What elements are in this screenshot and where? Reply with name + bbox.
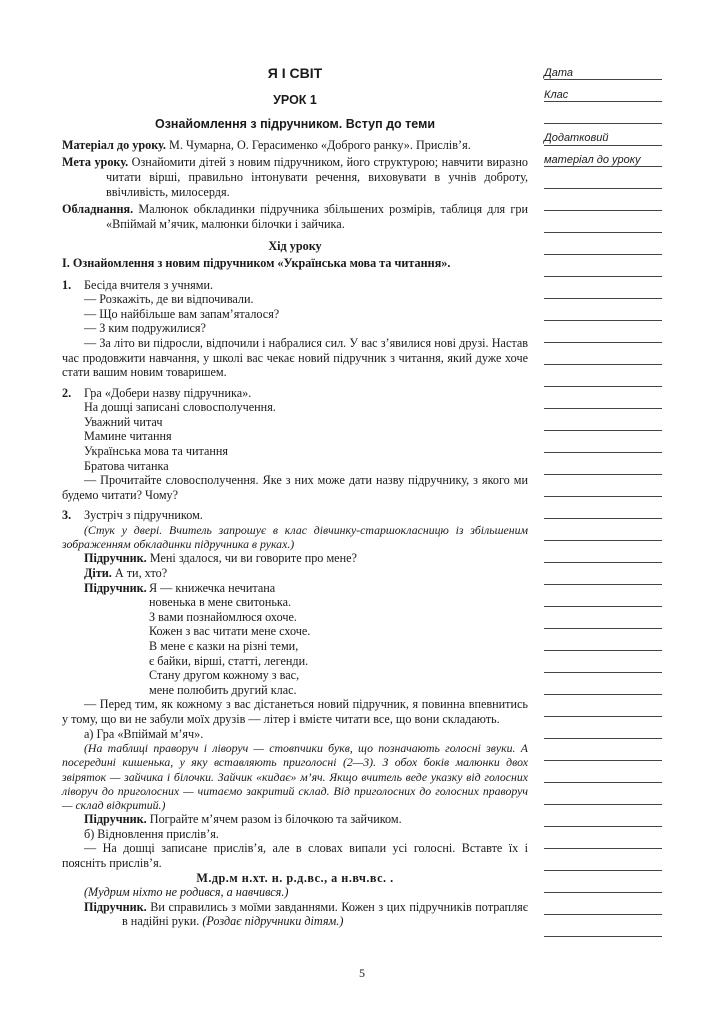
page-number: 5 — [359, 966, 365, 980]
chapter-title: Я І СВІТ — [267, 65, 323, 81]
section-heading: І. Ознайомлення з новим підручником «Українська мова та читання». — [62, 255, 451, 270]
list-item-3 — [62, 508, 528, 523]
text-line: На дошці записані словосполучення. — [84, 400, 276, 415]
list-item-2 — [62, 386, 528, 401]
note-rule — [544, 430, 662, 431]
speaker-name: Діти. — [84, 566, 112, 581]
note-rule — [544, 210, 662, 211]
class-rule — [544, 101, 662, 102]
speaker-name: Підручник. — [84, 899, 147, 914]
equipment-text: Малюнок обкладинки підручника збільшених розмірів, таблиця для гри «Впіймай м’ячик, малюнки білочки і зайчика. — [106, 202, 528, 231]
note-rule — [544, 738, 662, 739]
question-paragraph: — Прочитайте словосполучення. Яке з них може дати назву підручнику, з якого ми будемо читати? Чому? — [62, 473, 528, 502]
lesson-topic: Ознайомлення з підручником. Вступ до теми — [154, 117, 436, 132]
sub-item-a: а) Гра «Впіймай м’яч». — [84, 726, 204, 741]
poem-line: Я — книжечка нечитана — [149, 580, 276, 595]
speech-text: Пограйте м’ячем разом із білочкою та зайчиком. — [146, 812, 402, 827]
equipment-label: Обладнання. — [62, 202, 134, 217]
note-rule — [544, 606, 662, 607]
note-rule — [544, 408, 662, 409]
date-rule — [544, 79, 662, 80]
speaker-name: Підручник. — [84, 580, 147, 595]
note-rule — [544, 782, 662, 783]
note-rule — [544, 452, 662, 453]
note-rule — [544, 760, 662, 761]
goal-label: Мета уроку. — [62, 155, 129, 170]
teacher-paragraph: — За літо ви підросли, відпочили і набралися сил. У вас з’явилися нові друзі. Настав час продовжити навчання, у школі вас чекає новий підручник з читання, який дуже хоче стати вашим новим товаришем. — [62, 335, 528, 380]
note-rule — [544, 870, 662, 871]
note-rule — [544, 496, 662, 497]
item-text: Гра «Добери назву підручника». — [84, 385, 252, 400]
question-line: — Розкажіть, де ви відпочивали. — [84, 292, 254, 307]
dialog-line — [62, 566, 528, 581]
speaker-name: Підручник. — [84, 812, 147, 827]
note-rule — [544, 628, 662, 629]
phrase-line: Мамине читання — [84, 429, 172, 444]
goal-paragraph — [62, 155, 528, 199]
note-rule — [544, 914, 662, 915]
poem-line: З вами познайомлюся охоче. — [149, 609, 297, 624]
poem-line: В мене є казки на різні теми, — [149, 639, 299, 653]
speech-text: Мені здалося, чи ви говорите про мене? — [146, 551, 357, 566]
material-paragraph — [62, 138, 528, 153]
stage-direction: (Стук у двері. Вчитель запрошує в клас дівчинку-старшокласницю із збільшеним зображенням обкладинки підручника в руках.) — [62, 523, 528, 552]
note-rule — [544, 166, 662, 167]
stage-direction: (Роздає підручники дітям.) — [199, 914, 344, 929]
proverb-puzzle: М.др.м н.хт. н. р.д.вс., а н.вч.вс. . — [196, 870, 394, 885]
sub-item-b: б) Відновлення прислів’я. — [84, 826, 219, 841]
list-item-1 — [62, 278, 528, 293]
note-rule — [544, 716, 662, 717]
lesson-number: УРОК 1 — [273, 92, 317, 107]
note-rule — [544, 540, 662, 541]
note-rule — [544, 254, 662, 255]
poem-line: Стану другом кожному з вас, — [149, 668, 300, 683]
note-rule — [544, 474, 662, 475]
date-label: Дата — [544, 67, 574, 79]
speech-text: Ви справились з моїми завданнями. Кожен з цих підручників потрапляє в надійні руки. — [122, 899, 528, 929]
equipment-paragraph — [62, 202, 528, 231]
note-rule — [544, 848, 662, 849]
proverb-task: — На дошці записане прислів’я, але в словах випали усі голосні. Вставте їх і поясніть прислів’я. — [62, 841, 528, 870]
item-text: Бесіда вчителя з учнями. — [84, 277, 214, 292]
phrase-line: Українська мова та читання — [84, 444, 229, 459]
note-rule — [544, 145, 662, 146]
note-rule — [544, 276, 662, 277]
note-rule — [544, 320, 662, 321]
poem-block — [62, 581, 528, 698]
poem-line: Кожен з вас читати мене схоче. — [149, 624, 311, 639]
note-rule — [544, 123, 662, 124]
material-label: Матеріал до уроку. — [62, 137, 166, 152]
phrase-line: Братова читанка — [84, 458, 169, 473]
lesson-flow-heading: Хід уроку — [268, 239, 322, 254]
question-line: — Що найбільше вам запам’яталося? — [84, 306, 280, 321]
extra-material-label: Додатковий — [544, 132, 609, 144]
dialog-line — [62, 900, 528, 929]
poem-line: новенька в мене свитонька. — [149, 595, 292, 610]
note-rule — [544, 518, 662, 519]
note-rule — [544, 694, 662, 695]
poem-line: є байки, вірші, статті, легенди. — [149, 653, 309, 668]
extra-material-label-2: матеріал до уроку — [544, 154, 641, 166]
dialog-line — [62, 551, 528, 566]
item-text: Зустріч з підручником. — [84, 508, 203, 523]
textbook-paragraph: — Перед тим, як кожному з вас дістанеться новий підручник, я повинна впевнитись у тому, що ви не забули моїх друзів — літер і вмієте читати все, що вони складають. — [62, 697, 528, 726]
note-rule — [544, 232, 662, 233]
note-rule — [544, 562, 662, 563]
item-number: 2. — [62, 385, 72, 400]
note-rule — [544, 584, 662, 585]
question-line: — З ким подружилися? — [84, 321, 206, 336]
main-column — [62, 62, 528, 929]
game-description: (На таблиці праворуч і ліворуч — стовпчики букв, що позначають голосні звуки. А посередині кишенька, у яку вставляють приголосні (2—3). З обох боків малюнки двох звіряток — зайчика і білочки. Зайчик «кидає» м’яч. Якщо вчитель веде указку від голосних ліворуч до приголосних — читаємо закритий склад. Від приголосних до голосних праворуч — склад відкритий.) — [62, 741, 528, 812]
goal-text: Ознайомити дітей з новим підручником, його структурою; навчити виразно читати вірші, правильно інтонувати речення, виховувати в учнів доброту, ввічливість, милосердя. — [106, 155, 528, 199]
note-rule — [544, 298, 662, 299]
material-text: М. Чумарна, О. Герасименко «Доброго ранку». Прислів’я. — [165, 137, 471, 152]
poem-speaker — [62, 581, 147, 596]
note-rule — [544, 892, 662, 893]
proverb-answer: (Мудрим ніхто не родився, а навчився.) — [84, 885, 289, 900]
note-rule — [544, 364, 662, 365]
note-rule — [544, 188, 662, 189]
speech-text: А ти, хто? — [111, 566, 168, 581]
poem-line: мене полюбить другий клас. — [149, 682, 297, 697]
note-rule — [544, 804, 662, 805]
phrase-line: Уважний читач — [84, 414, 163, 429]
dialog-line — [62, 812, 528, 827]
class-label: Клас — [544, 89, 569, 101]
note-rule — [544, 650, 662, 651]
note-rule — [544, 386, 662, 387]
note-rule — [544, 672, 662, 673]
item-number: 3. — [62, 508, 72, 523]
note-rule — [544, 936, 662, 937]
speaker-name: Підручник. — [84, 551, 147, 566]
note-rule — [544, 342, 662, 343]
item-number: 1. — [62, 277, 72, 292]
note-rule — [544, 826, 662, 827]
